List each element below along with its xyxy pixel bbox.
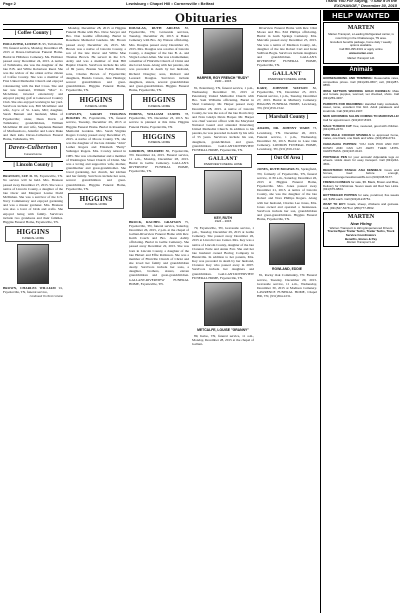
obituary-adams	[257, 126, 317, 151]
obituary-photo-brock	[142, 176, 176, 218]
obit-name: EDDINS, WILLIAM CURTIS	[129, 112, 181, 117]
logo-sub: FUNERAL HOME	[21, 235, 45, 240]
obituary-key: 79, Fayetteville, TN, Graveside service, 1 p.m., Tuesday, December 29, 2015 at Gallie Cemetery. She passed away December 26, 2015 at Lincoln Care Center. Mrs. Key was a native of Lincoln County, daughter of the late Clarence Earle and Annie Farr. She and her late husband owned Boring Company in Huntsville. In addition to her parents, Mrs. Key was preceded in death by her husband, Clarence Key who passed away in 2007. Survivors include her daughters and grandchildren. GALLANT-RIVERVIEW FUNERAL HOME, Fayetteville, TN.	[192, 225, 254, 280]
obit-column-1	[3, 26, 63, 612]
classified-body: YOU CAN PICK AND PAY DOWN AND CAN LAY AWAY THEM UNTIL CHRISTMAS. (931)347-0113.	[323, 141, 399, 154]
classified-body: free, neutered, good with children. (931)359-2473.	[323, 123, 399, 132]
classified-body: to approved home, males, one black, one black and white. (931)359-2741.	[323, 132, 399, 141]
obit-name: BRANSON, SUE D.	[3, 174, 33, 179]
obit-text: 73, Lewisburg, TN. December 26, 2015. Funeral service, 1 p.m., Wednesday, December 30, 2015. Burial in Lone Oak Cemetery. LONDON FUNERAL HOME, Lewisburg, TN, (931)359-1542.	[257, 126, 317, 152]
obit-name: BROCK, RACHEL GRAYSON	[129, 219, 181, 224]
marten-hiring-line: Warren Transport is Hiring Experienced Drivers	[329, 225, 393, 230]
marten-line: Call 800-395-3331 or apply online	[339, 47, 383, 52]
caption-dates: 1930 – 2015	[214, 79, 232, 84]
logo-sub: FUNERAL HOME	[84, 103, 108, 108]
obituary-photo-brown	[17, 244, 49, 284]
obit-name: ADAMS, DR. JOHNNY WADE	[257, 126, 310, 131]
classified-heading: FRENCH GUINEAS	[323, 180, 351, 185]
obituary-photo-rowland	[269, 223, 305, 265]
classified-ad	[323, 125, 399, 132]
photo-caption-metcalfe: METCALFE, LOUISE "GRANNY"	[197, 327, 249, 332]
logo-sub: FUNERAL HOME	[147, 103, 171, 108]
higgins-logo	[5, 226, 61, 242]
title-rule	[3, 24, 317, 25]
classified-heading: IRISH SETTERS WEDDING GOLD KENNELS:	[323, 88, 391, 93]
help-wanted-banner: HELP WANTED	[323, 10, 399, 21]
obit-name: GORDON, MILDRED	[129, 148, 164, 153]
classified-ad	[323, 156, 399, 167]
classified-body: Handfed baby cockatiels, sweet, tame, excellent first bird. Adult parakeets and lovebirds. Call (931)294-1907.	[323, 101, 399, 113]
classified-heading: MALE TUXEDO CAT:	[323, 123, 353, 128]
continued-label: Continued On Next Column	[29, 294, 63, 299]
logo-mark: HIGGINS	[16, 227, 50, 236]
obituary-gordon	[129, 149, 189, 174]
page-header	[0, 0, 400, 9]
obit-column-2	[66, 26, 126, 612]
obit-text: 75, Fayetteville, TN, funeral service, Saturday, December 26, 2015, 2 p.m. at the chapel of Gallant-Riverview Funeral Home with Rev. Keith Couch and Bro. Jason Ashby officiating. Burial in Gallie Cemetery. She passed away December 22, 2015. She was born in Lincoln County, a daughter of the late Hubert and Effie Robinson. She was a member of Flintville Church of Christ and she loved her family and grandchildren dearly. Survivors include her sons, a daughter, brothers, sisters, eleven grandchildren and great-grandchildren. GALLANT-RIVERVIEW FUNERAL HOME, Fayetteville, TN.	[129, 219, 189, 286]
photo-caption-harper	[192, 76, 254, 84]
classified-heading: HORSESHOEING AND TRIMMING:	[323, 76, 373, 81]
obit-name: JONES, RUTH BOGERS	[257, 167, 295, 172]
higgins-logo	[131, 131, 187, 147]
classified-body: Goats, sheep, chickens and guineas. Call, (931)527-5478 or (256)777-0562.	[323, 202, 399, 210]
classified-heading: CHIHUAHUA PUPPIES:	[323, 141, 358, 146]
logo-sub: FUNERAL HOME	[84, 202, 108, 207]
obit-name: DOUGLAS, RUTH ARLESS	[129, 26, 180, 30]
animals-banner: Animals	[323, 66, 399, 75]
classified-ad	[323, 181, 399, 192]
obituary-hollister	[3, 42, 63, 141]
classified-ad	[323, 169, 399, 180]
daves-culbertson-logo	[5, 143, 61, 158]
obituary-harper: 81, Petersburg, TN, funeral service, 1 p.m., Wednesday, December 30, 2015 at Petersburg United Methodist Church with Bro. Sam Williams officiating. Burial in Short Cemetery. Mr. Harper passed away December 28, 2015. A native of Lincoln County, he was the son of the late Dorris Roy and Nola Gladys Davis Harper. Mr. Harper was chief warrant officer with the Maryland National Guard and attended Petersburg United Methodist Church. In addition to his parents, he was preceded in death by his wife of 55 years. Survivors include his son, daughters, grandchildren and great-grandchildren. GALLANT-RIVERVIEW FUNERAL HOME, Fayetteville, TN.	[192, 85, 254, 152]
logo-mark: GALLANT	[272, 71, 302, 78]
logo-mark: Daves-Culbertson	[8, 145, 58, 152]
marten-line: Marten Transport, a Leading Refrigerated carrier, is now hiring in the Chattanooga, TN area.	[328, 32, 394, 40]
logo-mark: HIGGINS	[142, 132, 176, 141]
classified-ad	[323, 143, 399, 154]
obit-text: 86, Fayetteville, TN. No service will be held. Mrs. Branson passed away December 27, 2015. She was a native of Lincoln County, a daughter of the late Oscar and Margaret Louise Dodd McMahan. She was a survivor of the U.S. Navy Commentary and enjoyed gardening and was a master gardener. Mrs. Branson was also a lover of birds and crafts. She enjoyed being with family. Survivors include two grandsons and their families. Higgins Funeral Home, Fayetteville, TN.	[3, 174, 63, 224]
logo-mark: HIGGINS	[79, 194, 113, 203]
obit-name: KARY, JOHNNIE WATSON	[257, 85, 308, 90]
marten-hiring-line: Tractor/Spec Trailer Techs, Trailer Techs, Truck Service Coordinators	[327, 229, 395, 237]
classified-ad	[323, 77, 399, 88]
classified-ad	[323, 90, 399, 101]
marten-hiring-line: Benefits, Bonus & Pay	[344, 236, 377, 241]
classified-heading: WANT TO BUY:	[323, 202, 346, 207]
photo-caption-rowland: ROWLAND, EDDIE	[272, 267, 302, 272]
marten-logo: MARTEN	[347, 25, 375, 32]
obit-name: BROWN, CHARLES WILLIAM	[3, 285, 56, 290]
logo-mark: HIGGINS	[142, 96, 176, 105]
county-label-marshall: [ Marshall County ]	[257, 113, 317, 123]
obituary-brock	[129, 220, 189, 286]
obit-text: 86, Fayetteville, TN. December 24, 2015. Funeral service, 11 a.m., Monday, December 28, 2015. Burial in Gallie Cemetery. GALLANT-RIVERVIEW FUNERAL HOME, Fayetteville, TN.	[129, 148, 189, 174]
marten-tagline: Marten Transport Ltd.	[347, 55, 375, 60]
classified-body: for your animals! Adjustable legs on wheels. Holds down for easy transport. Call (931)242-4561.	[323, 154, 399, 166]
classified-heading: TWO MALE COCKER SPANIELS	[323, 132, 371, 137]
obituary-brown-continued: Monday, December 28, 2015 at Higgins Funeral Home with Bro. Dave Sawyer and Bro. Don Gaddie officiating. Burial in Rosemere Memorial Gardens. Mr. Brown passed away December 24, 2015. Mr. Brown was a native of Lincoln County, a son of the late Oscar and Willie Mae Thomas Brown. He served in the U.S. Army and was a member of Oak Hill Baptist Church. Survivors include his wife of 69 years, Bonnie Sue Eslick Brown; sons, Charles Brown of Fayetteville; daughters, Brenda Carson, Jane Hastings; several grandchildren and great-grandchildren. Higgins Funeral Home, Fayetteville, TN.	[66, 26, 126, 93]
classified-heading: REGISTERED STABLE ASH KENNELS:	[323, 167, 383, 172]
obituary-douglas	[129, 26, 189, 92]
obit-text: 89, Springfield, TN, formerly of Fayetteville, TN, funeral service, 11:30 a.m., Saturday, December 26, 2015 at Higgins Funeral Home, Fayetteville. Mrs. Jones passed away December 21, 2015. A native of Lincoln County, she was the daughter of the late Robert and Nora Phillips Rogers. Along with her husband, Charles Lee Jones, Mrs. Jones owned and operated a businesses. Survivors include her son, grandchildren and great-grandchildren. Higgins Funeral Home, Fayetteville, TN.	[257, 167, 317, 222]
classified-heading: PARROTS FOR REHOMING:	[323, 101, 364, 106]
marten-url[interactable]: www.marten.com	[349, 51, 373, 56]
obituary-branson	[3, 174, 63, 224]
obit-column-4	[192, 26, 254, 612]
obituary-metcalfe-continued: Riverview Funeral Home with Rev. Clint Moore and Bro. Edd Phillips officiating. Burial in Gum Springs Cemetery. Mrs. Metcalfe passed away December 25, 2015. She was a native of Madison County, AL, daughter of the late Robert Carl and Irene Sullivan Bogle. Survivors include daughters and grandchildren. GALLANT-RIVERVIEW FUNERAL HOME, Fayetteville, TN.	[257, 26, 317, 68]
now-hiring-label: Now Hiring	[350, 220, 372, 226]
obit-text: 83, Fayetteville, TN, Graveside services, Tuesday, December 29, 2015 at Baker Cemetery with Bro. Jay Watson officiating. Mrs. Douglas passed away December 25, 2015. Mrs. Douglas was a native of Lincoln County, a daughter of the late B. A. and Virgie Locker Allen. She was a homemaker, a member of Flintville Church of Christ and she loved Jesus. Along with her parents, she was preceded in death by her husband, Richard Douglas; sons, Richard and Leonard Douglas. Survivors include daughters, sisters, several grandchildren and great-grandchildren. Higgins Funeral Home, Fayetteville, TN.	[129, 26, 189, 93]
obit-name: COWLEY, SARAH VIRGINIA BOGERS	[66, 112, 126, 121]
obituary-jones	[257, 167, 317, 221]
classified-body: Cows and horses, feed before enough, www.hawkrangerresultsmastiffs.com (931)638-5177.	[323, 167, 399, 179]
logo-mark: GALLANT	[208, 156, 238, 163]
caption-name: HARPER, ROY FRENCH "RUDY"	[196, 76, 250, 80]
obituary-photo-metcalfe	[204, 282, 242, 326]
higgins-logo	[131, 94, 187, 110]
header-slogan: Thank You For Saying, "I Saw it in the EXCHANGE," December 30, 2015	[325, 0, 397, 8]
gallant-logo	[259, 69, 315, 83]
obituary-photo-key	[204, 170, 242, 214]
section-title: Obituaries	[174, 10, 238, 25]
photo-caption-key	[192, 216, 254, 224]
classified-ad	[323, 115, 399, 122]
marten-hiring-ad	[323, 212, 399, 246]
classified-body: Reasonable rates, competitive prices. Call (931)249-0667; cell, (931)287-0859.	[323, 76, 399, 88]
obituary-photo-harper	[203, 28, 243, 74]
gallant-logo	[194, 154, 252, 168]
classified-body: for sale, $5. Black, Brown and Blue, Delivery for Christmas. Seven week old Red Sex Links. (931)675-9804.	[323, 180, 399, 192]
classified-ad	[323, 103, 399, 114]
classified-heading: NEW GROOMING SALON COMING TO MARKSVILLE!	[323, 114, 399, 119]
marten-tagline: Marten Transport Ltd.	[346, 240, 376, 245]
classified-ads-column	[320, 10, 399, 613]
marten-ad	[323, 22, 399, 64]
caption-name: KEY, RUTH	[214, 216, 232, 221]
obit-text: 89, Fayetteville, TN, funeral service, Tuesday, December 29, 2015 at Higgins Funeral Home. Burial in Rosemere Memorial Gardens. Mrs. Sarah Virginia Rogers Cowley passed away December 27, 2015. A native of Moore County, TN, she was the daughter of the late Johnnie "John" Luther Rogers and Elizabeth "Betty" Sullenger Rogers. Mrs. Cowley retired in 1985. She was a homemaker and a member of Washington Street Church of Christ. She was a loving and supportive wife, mother, grandmother and great-grandmother. She loved gardening, her church, her kitchen and her family. Survivors include her sons, several grandchildren and great-grandchildren. Higgins Funeral Home, Fayetteville, TN.	[66, 116, 126, 191]
obituary-brown	[3, 286, 63, 294]
page-number: Page 2	[3, 0, 16, 6]
county-label-coffee: [ Coffee County ]	[3, 29, 63, 39]
obit-column-3	[129, 26, 189, 612]
higgins-logo	[68, 94, 124, 110]
obit-text: 78, Fayetteville, TN. December 23, 2015. No service is planned at this time. Higgins Funeral Home, Fayetteville, TN.	[129, 112, 189, 129]
logo-mark: HIGGINS	[79, 96, 113, 105]
obituary-kary	[257, 86, 317, 111]
classified-ad	[323, 194, 399, 201]
county-label-out-of-area: [ Out Of Area ]	[257, 154, 317, 164]
obit-text: 82, Fayetteville, TN, December 25, 2015. Funeral service, 1 p.m., Tuesday, December 27, 2015. Burial in Mulberry Cemetery. HIGGINS FUNERAL HOME, Lewisburg, TN, (931)359-1542.	[257, 85, 317, 111]
classified-ad	[323, 203, 399, 210]
classified-body: Call for appointment. (931)637-8315.	[323, 117, 373, 122]
obituary-eddins	[129, 112, 189, 129]
logo-sub: FUNERAL HOME	[147, 140, 171, 145]
obituary-metcalfe: 89, Kelso, TN, funeral service, 11 a.m., Monday, December 28, 2015 at the chapel of Gallant-	[192, 333, 254, 347]
obit-column-5	[257, 26, 317, 612]
logo-sub: Funeral Home	[24, 151, 42, 156]
obit-name: HOLLISTER, LOUISE E.	[3, 42, 42, 47]
obituary-rowland: 81, Rocky Oak Community, TN. Funeral service, Tuesday, December 29, 2015. Graveside service, 11 a.m., Wednesday, December 30, 2015 at Madison Cemetery. LAWRENCE FUNERAL HOME, Chapel Hill, TN, (931)364-2231.	[257, 273, 317, 299]
marten-logo: MARTEN	[347, 214, 375, 221]
classified-heading: BOTTWEILER PUPPIES	[323, 193, 358, 198]
classified-heading: PORTABLE PEN	[323, 154, 347, 159]
classified-list	[323, 77, 399, 210]
classified-body: for sale, purebred, five weeks old, $150 each. Call (931)212-8751.	[323, 193, 399, 201]
obit-text: 91, Fayetteville, TN, funeral service,	[3, 285, 63, 295]
obit-text: 95, Tullahoma, TN, funeral service, Monday, December 28, 2015 at Daves-Culbertson Funeral Home. Burial in Hillsboro Cemetery. Ms. Hollister passed away December 24, 2015. A native of Tullahoma, she was the daughter of the late E.B. and Willie Robertson Reed. She was the widow of the oldest active citizen of Coffee County. She was a member of First United Methodist Church and enjoyed volunteering with the Red Cross. She and her late husband, William "Mac" C. McAllister, traveled extensively and enjoyed playing golf at Lakewood Country Club. She also enjoyed working in her yard. Survivors include son, Bill McAllister and wife, Joyce of St. Louis, MO; daughter, Sarah Bennett and husband, Mike of Fayetteville; sister, Dean Davis of Tullahoma; grandchildren, William McAllister III and wife, Stephanie Bennett of Murfreesboro, Jennifer and Lance Duke and their kids. Daves-Culbertson Funeral Home, Tullahoma, TN.	[3, 42, 63, 142]
logo-sub: RIVERVIEW FUNERAL HOME	[267, 77, 307, 82]
obituary-cowley	[66, 112, 126, 191]
logo-sub: RIVERVIEW FUNERAL HOME	[203, 161, 243, 166]
publication-towns: Lewisburg • Chapel Hill • Cornersville • Belfast	[126, 0, 214, 6]
county-label-lincoln: [ Lincoln County ]	[3, 161, 63, 171]
higgins-logo	[68, 193, 124, 209]
classified-ad	[323, 134, 399, 141]
classified-body: Male and female puppies, wormed, vet checked, shots. Call (931)259-4367.	[323, 88, 399, 101]
caption-dates: 1924 – 2015	[214, 219, 232, 224]
marten-line: Excellent benefits package, home daily / weekly options available.	[330, 39, 392, 48]
